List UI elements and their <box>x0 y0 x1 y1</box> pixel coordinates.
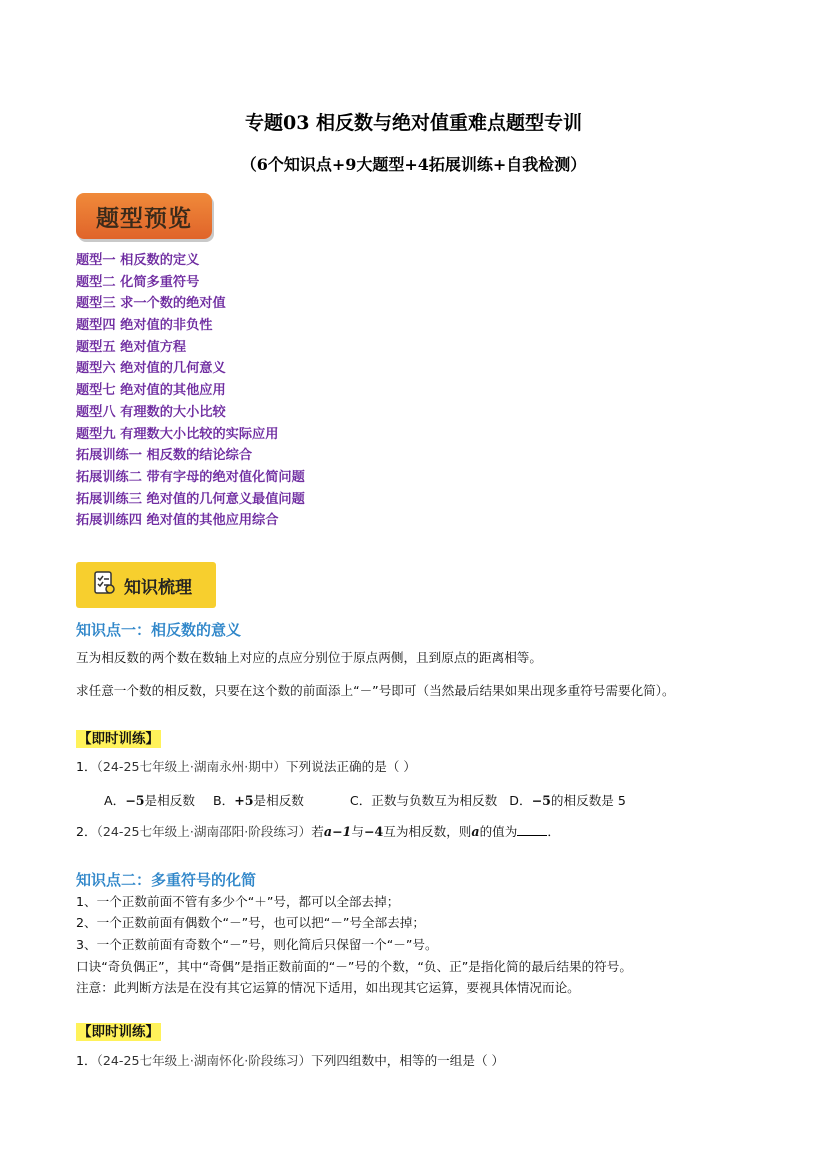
question-text: 与 <box>351 824 364 839</box>
knowledge-badge <box>76 562 216 608</box>
option-b[interactable] <box>213 793 304 808</box>
toc-item[interactable]: 题型四 绝对值的非负性 <box>76 318 213 334</box>
option-a-math: −5 <box>125 793 145 808</box>
option-d-label: D． <box>509 793 532 808</box>
training-tag-label: 【即时训练】 <box>78 1024 159 1040</box>
toc-item[interactable]: 拓展训练二 带有字母的绝对值化简问题 <box>76 469 305 485</box>
page-title: 专题03 相反数与绝对值重难点题型专训 <box>244 112 583 134</box>
preview-badge-label: 题型预览 <box>96 205 192 232</box>
toc-item[interactable]: 拓展训练四 绝对值的其他应用综合 <box>76 513 279 529</box>
option-d-text: 的相反数是 5 <box>550 793 626 808</box>
preview-badge <box>76 193 212 239</box>
option-d-math: −5 <box>531 793 551 808</box>
toc-item[interactable]: 题型七 绝对值的其他应用 <box>76 383 226 399</box>
question-source: （24-25七年级上·湖南永州·期中） <box>96 759 287 774</box>
kp1-paragraph: 求任意一个数的相反数，只要在这个数的前面添上“－”号即可（当然最后结果如果出现多重符号需要化简）。 <box>76 683 675 698</box>
answer-blank[interactable] <box>517 823 547 836</box>
question-source: （24-25七年级上·湖南怀化·阶段练习） <box>96 1053 312 1068</box>
kp2-line: 口诀“奇负偶正”，其中“奇偶”是指正数前面的“－”号的个数，“负、正”是指化简的最后结果的符号。 <box>76 959 632 974</box>
option-b-text: 是相反数 <box>253 793 304 808</box>
option-d[interactable] <box>509 793 626 808</box>
question-number: 1． <box>76 1053 97 1068</box>
toc-item[interactable]: 题型二 化简多重符号 <box>76 274 200 290</box>
toc-item[interactable]: 题型三 求一个数的绝对值 <box>76 296 226 312</box>
toc-item[interactable]: 题型五 绝对值方程 <box>76 339 187 355</box>
math-expr: a−1 <box>323 824 352 839</box>
question-1 <box>76 756 416 775</box>
toc-item[interactable]: 题型一 相反数的定义 <box>76 253 200 268</box>
toc-list <box>76 250 305 532</box>
kp1-heading: 知识点一：相反数的意义 <box>76 621 242 639</box>
toc-item[interactable]: 题型六 绝对值的几何意义 <box>76 361 226 377</box>
kp2-line: 注意：此判断方法是在没有其它运算的情况下适用，如出现其它运算，要视具体情况而论。 <box>76 980 580 995</box>
question-1-options <box>104 790 626 809</box>
math-expr: a <box>471 824 480 839</box>
question-source: （24-25七年级上·湖南邵阳·阶段练习） <box>96 824 312 839</box>
knowledge-badge-label: 知识梳理 <box>124 577 192 598</box>
training-tag <box>76 1020 161 1040</box>
toc-item[interactable]: 拓展训练三 绝对值的几何意义最值问题 <box>76 491 305 507</box>
option-a-label: A． <box>104 793 126 808</box>
option-b-math: +5 <box>234 793 254 808</box>
page-subtitle: （6个知识点+9大题型+4拓展训练+自我检测） <box>240 155 587 174</box>
kp2-line: 2、一个正数前面有偶数个“－”号，也可以把“－”号全部去掉； <box>76 915 425 930</box>
training-tag-label: 【即时训练】 <box>78 731 159 747</box>
question-3 <box>76 1050 504 1069</box>
question-stem: 下列说法正确的是（ ） <box>286 759 416 774</box>
question-number: 2． <box>76 824 97 839</box>
question-text: 的值为 <box>479 824 518 839</box>
math-expr: −4 <box>363 824 384 839</box>
option-c[interactable]: C．正数与负数互为相反数 <box>349 793 498 808</box>
question-text: 若 <box>311 824 324 839</box>
question-text: 互为相反数，则 <box>383 824 472 839</box>
checklist-icon <box>94 571 116 599</box>
option-a[interactable] <box>104 793 195 808</box>
training-tag <box>76 727 161 747</box>
kp2-line: 3、一个正数前面有奇数个“－”号，则化简后只保留一个“－”号。 <box>76 937 438 952</box>
toc-item[interactable]: 拓展训练一 相反数的结论综合 <box>76 448 253 464</box>
toc-item[interactable]: 题型八 有理数的大小比较 <box>76 404 226 420</box>
kp1-paragraph: 互为相反数的两个数在数轴上对应的点应分别位于原点两侧，且到原点的距离相等。 <box>76 650 542 665</box>
kp2-heading: 知识点二：多重符号的化简 <box>76 871 257 889</box>
question-stem: 下列四组数中，相等的一组是（ ） <box>311 1053 505 1068</box>
option-b-label: B． <box>212 793 235 808</box>
question-number: 1． <box>76 759 97 774</box>
question-text: ． <box>547 824 560 839</box>
toc-item[interactable]: 题型九 有理数大小比较的实际应用 <box>76 426 279 442</box>
option-a-text: 是相反数 <box>144 793 195 808</box>
question-2 <box>76 821 560 840</box>
kp2-line: 1、一个正数前面不管有多少个“＋”号，都可以全部去掉； <box>76 894 400 909</box>
